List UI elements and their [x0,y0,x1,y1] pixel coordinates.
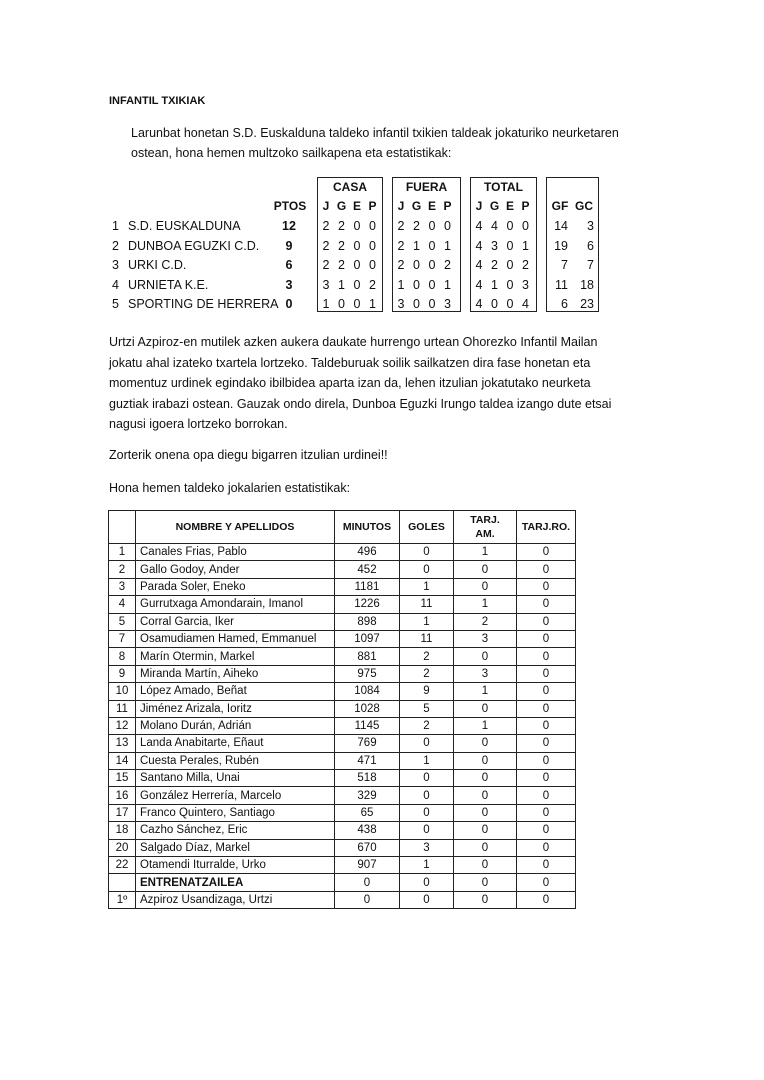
paragraph-2: Zorterik onena opa diegu bigarren itzulian urdinei!! [109,448,388,462]
player-name: Santano Milla, Unai [136,770,335,787]
player-minutes: 452 [335,561,400,578]
player-yellow-cards: 0 [454,787,517,804]
sub-header: P [443,199,452,213]
stat-cell: 3 [522,277,529,292]
player-red-cards: 0 [517,857,576,874]
player-goals: 11 [400,630,454,647]
table-row [109,648,576,665]
player-goals: 0 [400,804,454,821]
player-goals: 1 [400,578,454,595]
player-minutes: 471 [335,752,400,769]
yellow-header-line: TARJ. [470,514,500,526]
team-position: 4 [112,277,119,292]
player-number: 11 [109,700,136,717]
player-yellow-cards: 0 [454,735,517,752]
table-row [109,544,576,561]
stat-cell: 0 [428,219,436,233]
team-name: DUNBOA EGUZKI C.D. [128,238,260,253]
stat-cell: 2 [369,277,376,292]
stat-cell: 0 [413,277,420,292]
stat-cell: 4 [491,219,498,233]
player-yellow-cards: 1 [454,683,517,700]
stat-cell: 2 [491,258,498,272]
sub-header: J [475,199,483,213]
player-number: 5 [109,613,136,630]
sub-header: E [352,199,361,213]
player-goals: 0 [400,561,454,578]
team-gf: 14 [554,219,568,233]
stat-cell: 0 [369,238,376,253]
table-row [109,561,576,578]
player-number: 2 [109,561,136,578]
player-name: Azpiroz Usandizaga, Urtzi [136,891,335,908]
player-name: Gallo Godoy, Ander [136,561,335,578]
player-number: 1º [109,891,136,908]
goals-header: GOLES [400,511,454,544]
stat-cell: 1 [444,238,451,253]
player-goals: 0 [400,874,454,891]
stat-cell: 2 [322,258,330,272]
player-name: Canales Frias, Pablo [136,544,335,561]
player-yellow-cards: 1 [454,544,517,561]
stat-cell: 3 [322,277,330,292]
player-minutes: 670 [335,839,400,856]
player-number: 15 [109,770,136,787]
stat-cell: 2 [444,258,451,272]
team-points: 3 [285,277,293,292]
stat-cell: 0 [338,297,345,311]
player-goals: 2 [400,717,454,734]
stat-cell: 3 [397,297,405,311]
player-red-cards: 0 [517,735,576,752]
pts-header: PTOS [273,199,307,213]
player-yellow-cards: 0 [454,770,517,787]
red-header: TARJ.RO. [517,511,576,544]
player-minutes: 518 [335,770,400,787]
num-header [109,511,136,544]
player-minutes: 438 [335,822,400,839]
stat-cell: 3 [444,297,451,311]
player-red-cards: 0 [517,683,576,700]
table-row [109,596,576,613]
player-number: 9 [109,665,136,682]
team-gf: 19 [554,238,568,253]
player-minutes: 975 [335,665,400,682]
player-yellow-cards: 1 [454,717,517,734]
table-row [109,717,576,734]
stat-cell: 0 [506,258,514,272]
player-number: 18 [109,822,136,839]
stat-cell: 0 [506,277,514,292]
player-name: Miranda Martín, Aiheko [136,665,335,682]
player-minutes: 1084 [335,683,400,700]
team-name: URKI C.D. [128,258,187,272]
group-header: FUERA [405,180,448,194]
player-yellow-cards: 0 [454,804,517,821]
player-minutes: 1226 [335,596,400,613]
player-number: 1 [109,544,136,561]
player-yellow-cards: 0 [454,648,517,665]
stat-cell: 1 [369,297,376,311]
player-number: 14 [109,752,136,769]
player-red-cards: 0 [517,874,576,891]
stat-cell: 0 [413,297,420,311]
player-name: Molano Durán, Adrián [136,717,335,734]
group-header: CASA [332,180,367,194]
team-points: 12 [282,219,296,233]
table-row [109,891,576,908]
player-goals: 11 [400,596,454,613]
player-minutes: 907 [335,857,400,874]
player-name: Jiménez Arizala, Ioritz [136,700,335,717]
table-row [109,683,576,700]
table-row [109,874,576,891]
stat-cell: 2 [413,219,420,233]
paragraph-line: Urtzi Azpiroz-en mutilek azken aukera daukate hurrengo urtean Ohorezko Infantil Mailan [109,335,598,349]
stat-cell: 0 [491,297,498,311]
player-number: 10 [109,683,136,700]
player-red-cards: 0 [517,544,576,561]
stat-cell: 4 [475,277,483,292]
stat-cell: 0 [369,258,376,272]
stat-cell: 0 [353,297,361,311]
player-minutes: 329 [335,787,400,804]
player-red-cards: 0 [517,613,576,630]
player-yellow-cards: 0 [454,561,517,578]
player-yellow-cards: 0 [454,874,517,891]
stat-cell: 1 [338,277,345,292]
player-name: Osamudiamen Hamed, Emmanuel [136,630,335,647]
team-gc: 23 [580,297,594,311]
sub-header: P [368,199,377,213]
yellow-header-line: AM. [475,528,495,540]
sub-header: J [322,199,330,213]
paragraph-line: nagusi igoera lortzeko borrokan. [109,417,288,431]
player-goals: 0 [400,544,454,561]
stat-cell: 0 [428,258,436,272]
stat-cell: 3 [491,238,498,253]
player-yellow-cards: 2 [454,613,517,630]
player-goals: 2 [400,665,454,682]
player-goals: 3 [400,839,454,856]
yellow-header [454,511,517,544]
player-yellow-cards: 0 [454,700,517,717]
gc-header: GC [575,199,593,213]
players-body [109,544,576,909]
stat-cell: 2 [322,219,330,233]
player-minutes: 0 [335,874,400,891]
player-minutes: 898 [335,613,400,630]
player-yellow-cards: 0 [454,839,517,856]
player-name: Cuesta Perales, Rubén [136,752,335,769]
team-name: URNIETA K.E. [128,277,209,292]
stat-cell: 4 [475,297,483,311]
player-goals: 0 [400,787,454,804]
player-goals: 5 [400,700,454,717]
table-row [109,804,576,821]
players-header-row [109,511,576,544]
stat-cell: 2 [338,238,345,253]
gf-header: GF [551,199,569,213]
player-name: Cazho Sánchez, Eric [136,822,335,839]
player-goals: 0 [400,822,454,839]
player-name: ENTRENATZAILEA [136,874,335,891]
player-name: Otamendi Iturralde, Urko [136,857,335,874]
stat-cell: 0 [444,219,451,233]
table-row [109,578,576,595]
player-yellow-cards: 0 [454,857,517,874]
player-name: Franco Quintero, Santiago [136,804,335,821]
player-minutes: 65 [335,804,400,821]
table-row [109,822,576,839]
stat-cell: 4 [475,238,483,253]
sub-header: G [411,199,422,213]
player-yellow-cards: 0 [454,891,517,908]
stat-cell: 0 [353,238,361,253]
stat-cell: 0 [506,297,514,311]
player-red-cards: 0 [517,700,576,717]
stat-cell: 2 [338,258,345,272]
team-gc: 18 [580,277,594,292]
player-name: Salgado Díaz, Markel [136,839,335,856]
stat-cell: 2 [397,258,405,272]
sub-header: E [427,199,436,213]
team-position: 1 [112,219,119,233]
stat-cell: 0 [353,219,361,233]
intro-line: ostean, hona hemen multzoko sailkapena eta estatistikak: [131,146,452,160]
stat-cell: 0 [353,258,361,272]
paragraph-line: momentuz urdinek egindako ibilbidea aparta izan da, lehen itzulian jokatutako neurketa [109,376,591,390]
player-minutes: 1181 [335,578,400,595]
player-minutes: 881 [335,648,400,665]
stat-cell: 2 [397,238,405,253]
paragraph-line: jokatu ahal izateko txartela lortzeko. Taldeburuak soilik sailkatzen dira fase honetan eta [109,355,591,370]
team-gf: 7 [561,258,568,272]
paragraph-3: Hona hemen taldeko jokalarien estatistikak: [109,481,351,495]
player-minutes: 1097 [335,630,400,647]
stat-cell: 0 [522,219,529,233]
player-red-cards: 0 [517,630,576,647]
paragraph-1 [109,332,649,435]
group-header: TOTAL [484,180,523,194]
stat-cell: 0 [353,277,361,292]
table-row [109,752,576,769]
intro-line: Larunbat honetan S.D. Euskalduna taldeko infantil txikien taldeak jokaturiko neurketaren [131,126,619,140]
team-position: 2 [112,238,119,253]
team-points: 9 [285,238,293,253]
table-row [109,770,576,787]
player-goals: 0 [400,770,454,787]
player-number: 17 [109,804,136,821]
player-yellow-cards: 0 [454,822,517,839]
player-number: 16 [109,787,136,804]
team-gc: 3 [587,219,594,233]
paragraph-line: guztiak irabazi ostean. Gauzak ondo direla, Dunboa Eguzki Irungo taldea izango dute etsai [109,396,612,411]
team-gc: 7 [587,258,594,272]
table-row [109,787,576,804]
stat-cell: 0 [428,297,436,311]
player-goals: 0 [400,891,454,908]
table-row [109,735,576,752]
player-red-cards: 0 [517,717,576,734]
player-red-cards: 0 [517,891,576,908]
stat-cell: 2 [322,238,330,253]
stat-cell: 1 [522,238,529,253]
player-number [109,874,136,891]
table-row [109,665,576,682]
player-number: 20 [109,839,136,856]
player-goals: 1 [400,613,454,630]
player-red-cards: 0 [517,596,576,613]
table-row [109,630,576,647]
table-row [109,839,576,856]
player-red-cards: 0 [517,822,576,839]
name-header: NOMBRE Y APELLIDOS [136,511,335,544]
player-name: Gurrutxaga Amondarain, Imanol [136,596,335,613]
player-name: López Amado, Beñat [136,683,335,700]
team-position: 5 [112,297,119,311]
player-name: Marín Otermin, Markel [136,648,335,665]
player-goals: 1 [400,857,454,874]
player-minutes: 769 [335,735,400,752]
team-gc: 6 [587,238,594,253]
team-points: 6 [285,258,293,272]
table-row [109,613,576,630]
player-red-cards: 0 [517,578,576,595]
player-yellow-cards: 3 [454,665,517,682]
player-minutes: 496 [335,544,400,561]
minutes-header: MINUTOS [335,511,400,544]
player-number: 3 [109,578,136,595]
team-name: SPORTING DE HERRERA [128,297,279,311]
stat-cell: 2 [397,219,405,233]
player-minutes: 0 [335,891,400,908]
player-number: 8 [109,648,136,665]
stat-cell: 1 [444,277,451,292]
sub-header: G [489,199,500,213]
player-name: Parada Soler, Eneko [136,578,335,595]
player-yellow-cards: 0 [454,578,517,595]
player-red-cards: 0 [517,839,576,856]
player-name: Corral Garcia, Iker [136,613,335,630]
player-number: 12 [109,717,136,734]
player-red-cards: 0 [517,561,576,578]
stat-cell: 2 [522,258,529,272]
sub-header: J [397,199,405,213]
player-minutes: 1028 [335,700,400,717]
sub-header: G [336,199,347,213]
stat-cell: 2 [338,219,345,233]
player-red-cards: 0 [517,752,576,769]
stat-cell: 1 [397,277,405,292]
player-number: 4 [109,596,136,613]
team-points: 0 [285,297,293,311]
stat-cell: 0 [428,277,436,292]
table-row [109,700,576,717]
player-number: 7 [109,630,136,647]
player-red-cards: 0 [517,804,576,821]
intro-text [131,123,671,163]
player-red-cards: 0 [517,787,576,804]
stat-cell: 0 [413,258,420,272]
stat-cell: 1 [413,238,420,253]
player-red-cards: 0 [517,770,576,787]
sub-header: E [505,199,514,213]
stat-cell: 1 [491,277,498,292]
player-goals: 2 [400,648,454,665]
team-gf: 11 [555,277,568,292]
stat-cell: 4 [475,219,483,233]
player-minutes: 1145 [335,717,400,734]
stat-cell: 0 [369,219,376,233]
sub-header: P [521,199,530,213]
player-number: 22 [109,857,136,874]
page-title: INFANTIL TXIKIAK [109,95,206,107]
player-goals: 0 [400,735,454,752]
stat-cell: 0 [428,238,436,253]
player-red-cards: 0 [517,665,576,682]
player-yellow-cards: 1 [454,596,517,613]
stat-cell: 1 [322,297,330,311]
player-goals: 9 [400,683,454,700]
player-yellow-cards: 0 [454,752,517,769]
stat-cell: 0 [506,238,514,253]
team-position: 3 [112,258,119,272]
stat-cell: 4 [522,297,529,311]
player-name: González Herrería, Marcelo [136,787,335,804]
player-number: 13 [109,735,136,752]
team-gf: 6 [561,297,568,311]
stat-cell: 0 [506,219,514,233]
player-name: Landa Anabitarte, Eñaut [136,735,335,752]
stat-cell: 4 [475,258,483,272]
player-goals: 1 [400,752,454,769]
table-row [109,857,576,874]
team-name: S.D. EUSKALDUNA [128,219,241,233]
player-yellow-cards: 3 [454,630,517,647]
players-stats-table [108,510,576,909]
player-red-cards: 0 [517,648,576,665]
